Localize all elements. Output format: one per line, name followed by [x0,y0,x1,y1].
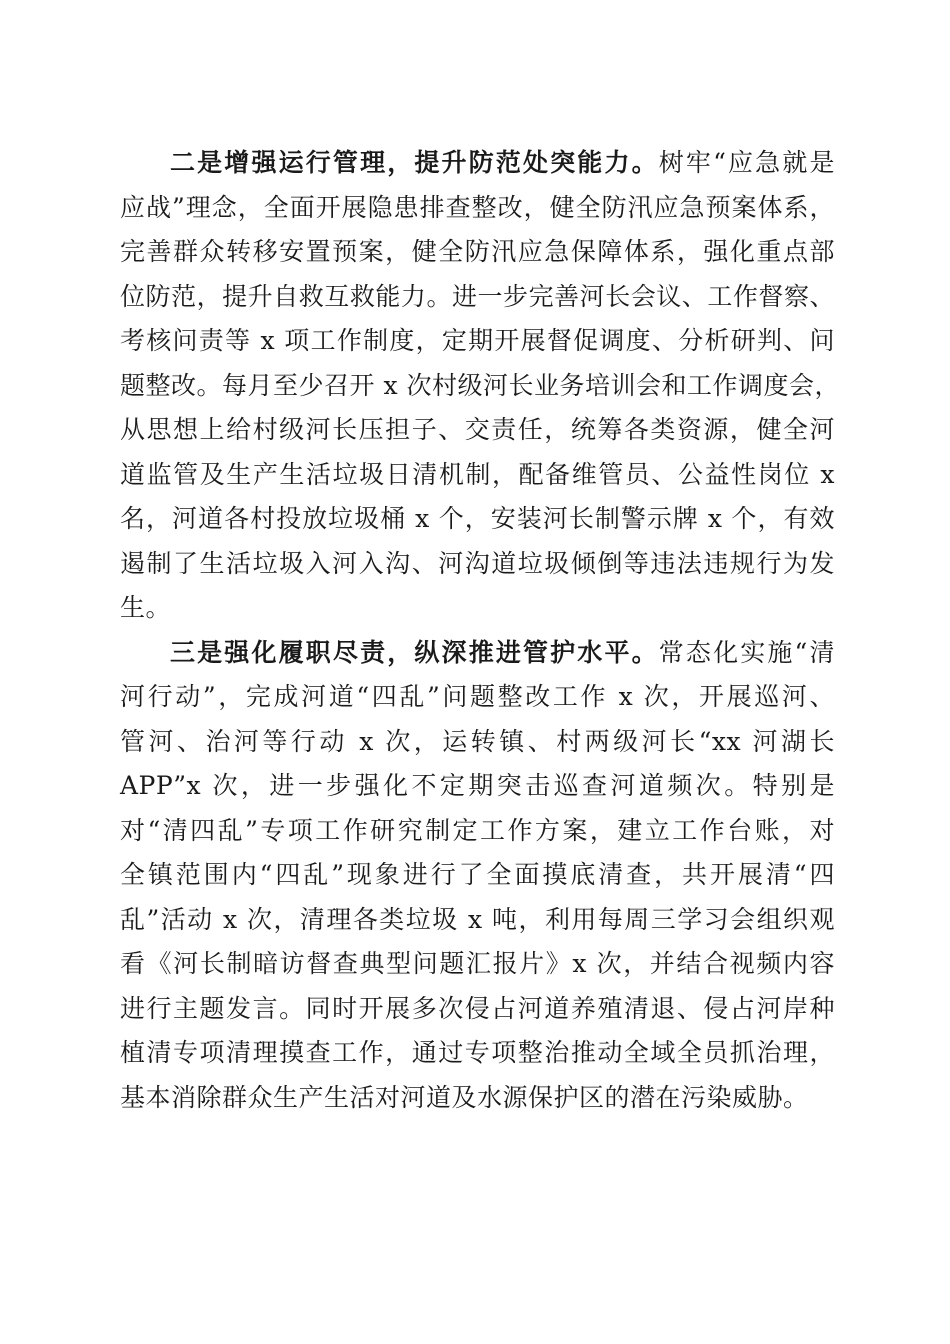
paragraph-lead-heading: 三是强化履职尽责，纵深推进管护水平。 [170,637,659,667]
paragraph-line: 生。 [120,593,172,622]
paragraph-text: 常态化实施“清 [658,637,835,667]
paragraph-line: 名，河道各村投放垃圾桶 x 个，安装河长制警示牌 x 个，有效 [120,504,835,533]
paragraph-line: 考核问责等 x 项工作制度，定期开展督促调度、分析研判、问 [120,326,835,355]
paragraph-first-line [120,141,835,186]
paragraph-line: 全镇范围内“四乱”现象进行了全面摸底清查，共开展清“四 [120,860,835,889]
paragraph-duty-performance [120,631,835,1121]
paragraph-line: 道监管及生产生活垃圾日清机制，配备维管员、公益性岗位 x [120,459,835,489]
paragraph-line: 看《河长制暗访督查典型问题汇报片》x 次，并结合视频内容 [120,949,835,978]
paragraph-line: 基本消除群众生产生活对河道及水源保护区的潜在污染威胁。 [120,1082,809,1112]
paragraph-line: 对“清四乱”专项工作研究制定工作方案，建立工作台账，对 [120,815,835,845]
paragraph-line: 河行动”，完成河道“四乱”问题整改工作 x 次，开展巡河、 [120,682,835,711]
paragraph-line: 遏制了生活垃圾入河入沟、河沟道垃圾倾倒等违法违规行为发 [120,548,835,578]
paragraph-line: 乱”活动 x 次，清理各类垃圾 x 吨，利用每周三学习会组织观 [120,904,835,934]
paragraph-line: 从思想上给村级河长压担子、交责任，统筹各类资源，健全河 [120,415,835,444]
paragraph-line: 应战”理念，全面开展隐患排查整改，健全防汛应急预案体系， [120,192,835,222]
paragraph-line: 题整改。每月至少召开 x 次村级河长业务培训会和工作调度会， [120,370,840,400]
paragraph-line: APP”x 次，进一步强化不定期突击巡查河道频次。特别是 [120,771,835,800]
paragraph-operations-management [120,141,840,631]
paragraph-text: 树牢“应急就是 [658,148,835,177]
paragraph-line: 完善群众转移安置预案，健全防汛应急保障体系，强化重点部 [120,237,835,266]
paragraph-lead-heading: 二是增强运行管理，提升防范处突能力。 [170,148,659,177]
document-page [120,141,840,1120]
paragraph-line: 管河、治河等行动 x 次，运转镇、村两级河长“xx 河湖长 [120,726,835,756]
paragraph-line: 植清专项清理摸查工作，通过专项整治推动全域全员抓治理， [120,1038,835,1067]
paragraph-line: 进行主题发言。同时开展多次侵占河道养殖清退、侵占河岸种 [120,993,835,1023]
paragraph-first-line [120,631,835,676]
paragraph-line: 位防范，提升自救互救能力。进一步完善河长会议、工作督察、 [120,281,835,311]
